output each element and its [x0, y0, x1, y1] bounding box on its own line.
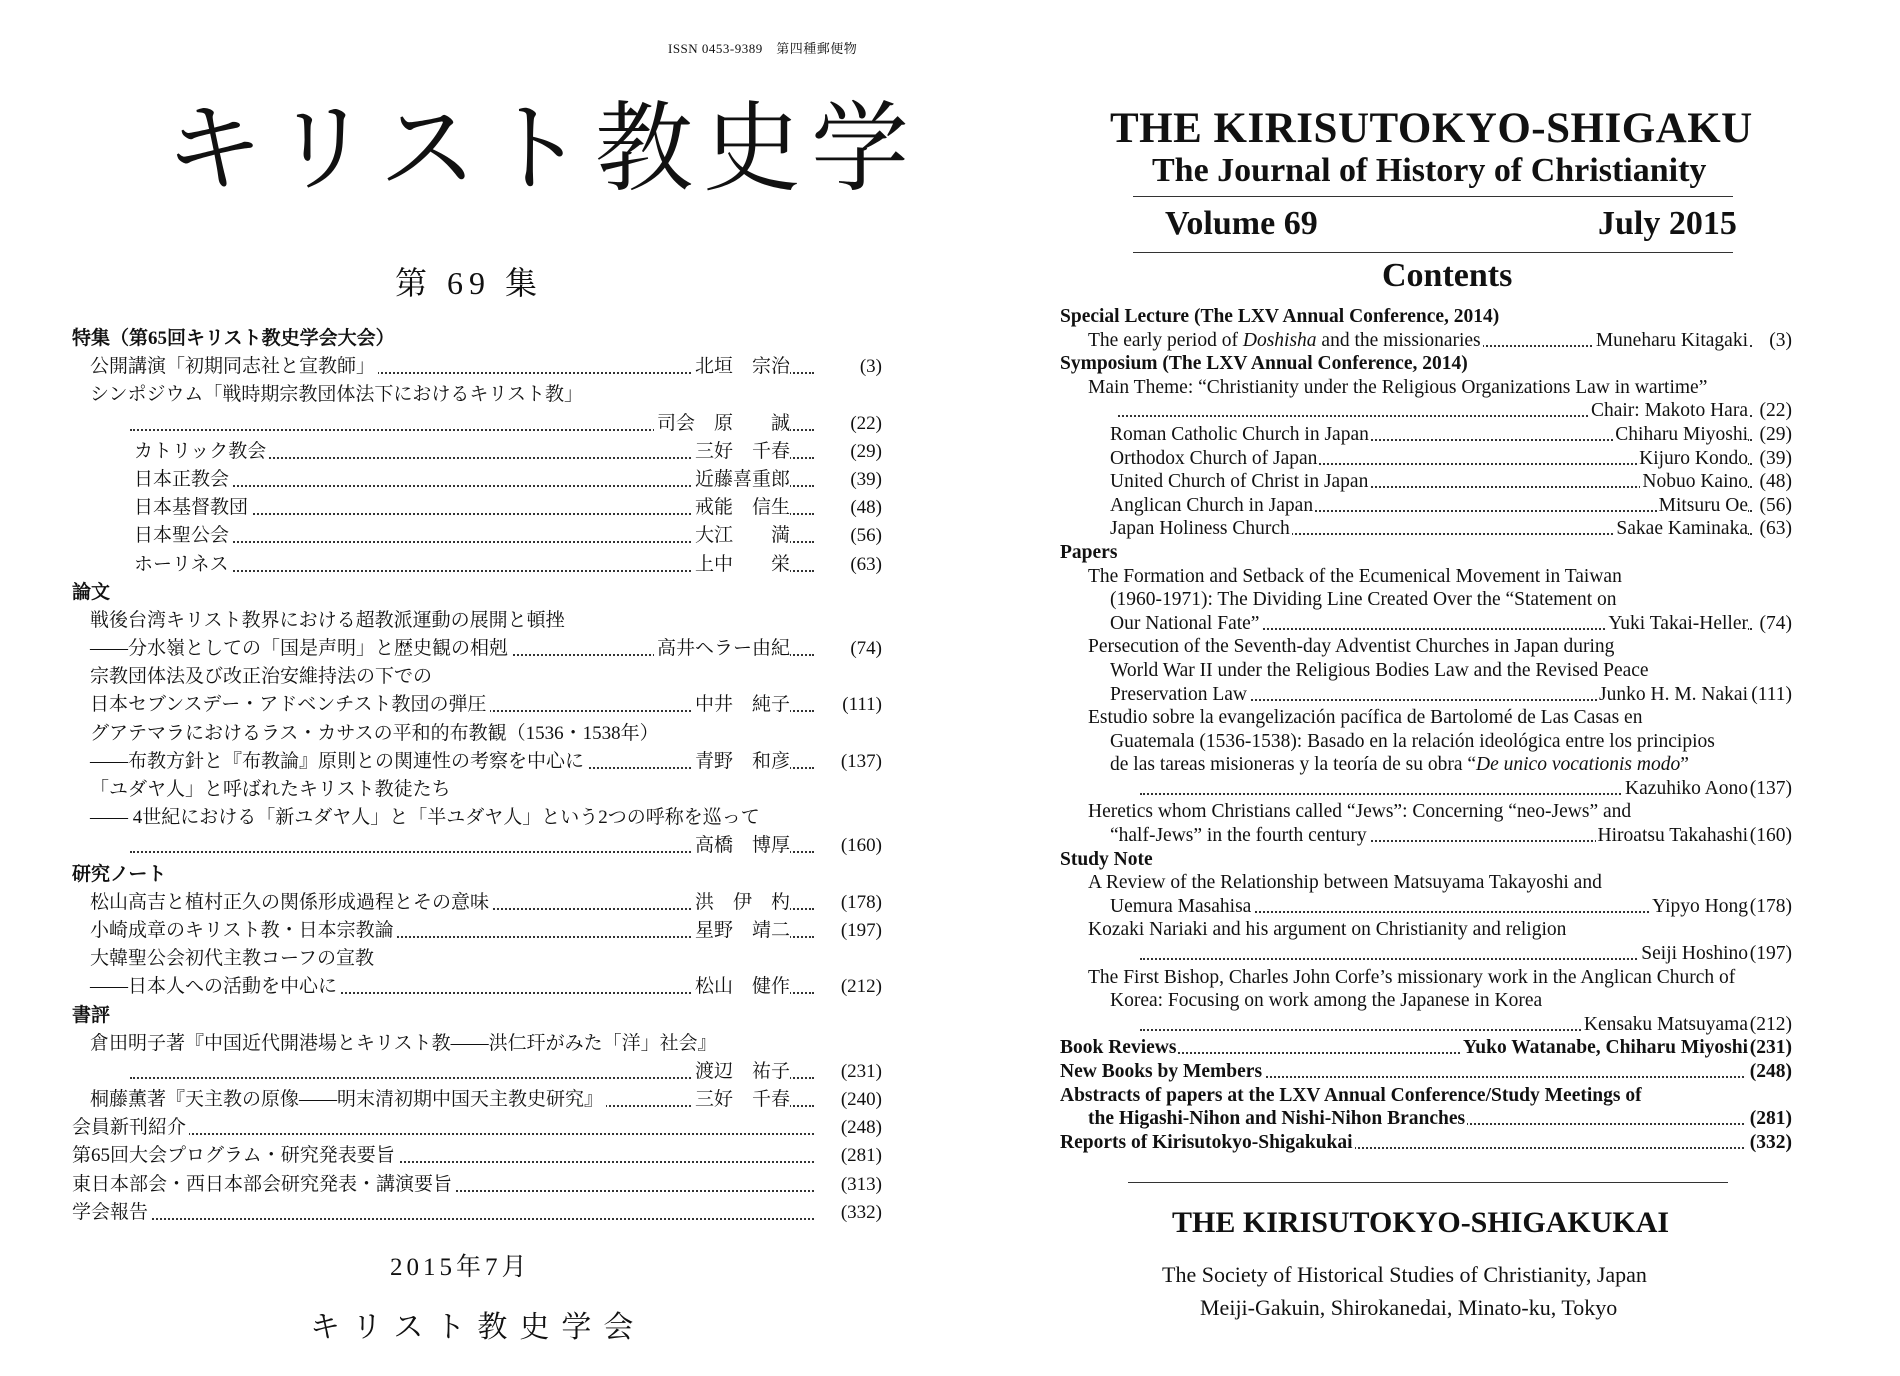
- toc-entry: [72, 1058, 882, 1086]
- toc-entry: [1060, 517, 1792, 541]
- toc-entry-page: (22): [850, 412, 882, 434]
- toc-entry-author: 高井ヘラー由紀: [654, 635, 790, 663]
- toc-entry: [1060, 376, 1792, 400]
- toc-entry-title: [1088, 329, 1483, 353]
- toc-entry-page: (3): [1765, 329, 1792, 353]
- toc-entry-title: 戦後台湾キリスト教界における超教派運動の展開と頓挫: [90, 607, 568, 635]
- toc-entry-page: (313): [840, 1173, 882, 1195]
- toc-entry-title: [1060, 848, 1155, 872]
- toc-entry: [1060, 706, 1792, 730]
- toc-entry-page: (29): [1756, 423, 1793, 447]
- toc-entry-page: (74): [1756, 612, 1793, 636]
- volume-number-english: Volume 69: [1165, 205, 1318, 242]
- toc-entry-title: 大韓聖公会初代主教コーフの宣教: [90, 945, 377, 973]
- toc-entry: [72, 381, 882, 409]
- toc-entry: [1060, 966, 1792, 990]
- toc-entry-title-text: World War II under the Religious Bodies Law and the Revised Peace: [1110, 659, 1649, 681]
- toc-section-heading: [1060, 305, 1792, 329]
- toc-entry: [1060, 824, 1792, 848]
- toc-entry-title: [1110, 612, 1261, 636]
- english-title-page: [950, 0, 1900, 1376]
- toc-entry: [72, 1171, 882, 1199]
- toc-entry-title: 「ユダヤ人」と呼ばれたキリスト教徒たち: [90, 776, 454, 804]
- toc-entry-page: (29): [850, 440, 882, 462]
- toc-entry: [72, 522, 882, 550]
- toc-section-heading: [1060, 848, 1792, 872]
- toc-entry-page: (160): [840, 835, 882, 857]
- toc-entry: [72, 804, 882, 832]
- toc-entry: [1060, 1013, 1792, 1037]
- toc-entry: [72, 1030, 882, 1058]
- toc-entry-author: Nobuo Kaino: [1642, 471, 1748, 493]
- toc-entry-author: 北垣 宗治: [692, 353, 790, 381]
- toc-entry-page: (111): [1747, 683, 1792, 707]
- toc-entry: [1060, 918, 1792, 942]
- toc-entry-title-text: The Formation and Setback of the Ecumenical Movement in Taiwan: [1088, 565, 1622, 587]
- toc-entry-author: 大江 満: [692, 522, 790, 550]
- toc-entry-title-text: Heretics whom Christians called “Jews”: Concerning “neo-Jews” and: [1088, 801, 1632, 823]
- toc-entry: [1060, 777, 1792, 801]
- toc-entry-page: (240): [840, 1089, 882, 1111]
- publication-date-english: July 2015: [1598, 205, 1737, 242]
- toc-section-heading: [1060, 1084, 1792, 1108]
- toc-entry-title: [1110, 989, 1544, 1013]
- toc-entry: [1060, 1107, 1792, 1131]
- toc-entry: [72, 917, 882, 945]
- toc-entry-author: 松山 健作: [692, 973, 790, 1001]
- toc-entry-page: (39): [1756, 447, 1793, 471]
- toc-entry-title: [1060, 305, 1501, 329]
- contents-heading: Contents: [1382, 257, 1513, 294]
- toc-entry-title: 特集（第65回キリスト教史学会大会）: [72, 325, 398, 353]
- toc-entry-title: [1088, 966, 1737, 990]
- toc-entry-title: ——分水嶺としての「国是声明」と歴史観の相剋: [90, 635, 511, 663]
- toc-entry-author: Kijuro Kondo: [1639, 447, 1748, 469]
- toc-entry-title-text: (1960-1971): The Dividing Line Created Over the “Statement on: [1110, 589, 1617, 611]
- toc-entry-author: Kensaku Matsuyama: [1583, 1013, 1748, 1035]
- toc-entry-title: [1110, 753, 1691, 777]
- toc-entry: [1060, 565, 1792, 589]
- toc-entry-title: 倉田明子著『中国近代開港場とキリスト教——洪仁玕がみた「洋」社会』: [90, 1030, 720, 1058]
- toc-entry-page: (231): [840, 1060, 882, 1082]
- toc-entry-page: (74): [850, 638, 882, 660]
- toc-entry-page: (281): [840, 1145, 882, 1167]
- toc-entry: [1060, 399, 1792, 423]
- toc-entry-author: Sakae Kaminaka: [1616, 518, 1748, 540]
- toc-entry-title-text: Book Reviews: [1060, 1037, 1177, 1059]
- toc-entry-author: Yipyo Hong: [1652, 895, 1748, 917]
- toc-entry: [72, 438, 882, 466]
- toc-entry-author: Kazuhiko Aono: [1625, 777, 1748, 799]
- toc-entry-page: (63): [1756, 517, 1793, 541]
- toc-entry-title-text: A Review of the Relationship between Matsuyama Takayoshi and: [1088, 872, 1602, 894]
- society-address: Meiji-Gakuin, Shirokanedai, Minato-ku, Tokyo: [1200, 1295, 1618, 1320]
- toc-entry-title-text: de las tareas misioneras y la teoría de su obra “: [1110, 754, 1477, 776]
- toc-entry: [72, 973, 882, 1001]
- toc-entry-title: 会員新刊紹介: [72, 1114, 189, 1142]
- toc-entry: [72, 832, 882, 860]
- toc-entry-title-text: The early period of: [1088, 329, 1243, 351]
- toc-entry-title-text: Main Theme: “Christianity under the Religious Organizations Law in wartime”: [1088, 376, 1708, 398]
- toc-entry: [1060, 1131, 1792, 1155]
- toc-entry-title-text: Study Note: [1060, 848, 1153, 870]
- toc-entry-page: (22): [1756, 399, 1793, 423]
- toc-entry-title: [1088, 1107, 1467, 1131]
- toc-entry-page: (63): [850, 553, 882, 575]
- toc-entry: [1060, 1036, 1792, 1060]
- toc-entry-title: [1088, 871, 1604, 895]
- toc-entry-title-text: Papers: [1060, 541, 1118, 563]
- toc-entry-author: 近藤喜重郎: [692, 466, 790, 494]
- toc-entry-author: 渡辺 祐子: [692, 1058, 790, 1086]
- toc-entry-title-text: United Church of Christ in Japan: [1110, 471, 1369, 493]
- toc-entry: [1060, 329, 1792, 353]
- toc-entry: [72, 663, 882, 691]
- toc-entry: [1060, 800, 1792, 824]
- toc-entry-author: Chair: Makoto Hara: [1590, 400, 1748, 422]
- toc-entry: [72, 410, 882, 438]
- toc-section-heading: [72, 325, 882, 353]
- toc-entry-title: 東日本部会・西日本部会研究発表・講演要旨: [72, 1171, 455, 1199]
- toc-entry-title: [1110, 470, 1370, 494]
- toc-entry-page: (39): [850, 468, 882, 490]
- society-full-name: The Society of Historical Studies of Christianity, Japan: [1162, 1262, 1647, 1287]
- toc-entry: [72, 1086, 882, 1114]
- toc-entry-title: 日本セブンスデー・アドベンチスト教団の弾圧: [90, 691, 490, 719]
- toc-entry-title: [1110, 824, 1369, 848]
- toc-entry: [1060, 1060, 1792, 1084]
- toc-entry-page: (212): [840, 976, 882, 998]
- toc-entry-author: Hiroatsu Takahashi: [1597, 825, 1748, 847]
- toc-entry: [1060, 588, 1792, 612]
- toc-entry-title: 桐藤薫著『天主教の原像——明末清初期中国天主教史研究』: [90, 1086, 606, 1114]
- toc-entry-title-text: ”: [1680, 754, 1689, 776]
- toc-entry: [1060, 423, 1792, 447]
- toc-entry-title: 公開講演「初期同志社と宣教師」: [90, 353, 378, 381]
- toc-entry-author: Yuki Takai-Heller: [1608, 612, 1748, 634]
- toc-entry: [72, 748, 882, 776]
- toc-entry-page: (332): [1746, 1131, 1792, 1155]
- toc-entry-title: 日本聖公会: [134, 522, 232, 550]
- toc-entry-title-text: The First Bishop, Charles John Corfe’s missionary work in the Anglican Church of: [1088, 966, 1736, 988]
- toc-entry: [72, 635, 882, 663]
- toc-entry-page: (212): [1746, 1013, 1792, 1037]
- toc-entry-title-text: Reports of Kirisutokyo-Shigakukai: [1060, 1131, 1353, 1153]
- toc-entry-author: 司会 原 誠: [654, 410, 790, 438]
- toc-entry-title: ——布教方針と『布教論』原則との関連性の考察を中心に: [90, 748, 587, 776]
- toc-section-heading: [72, 861, 882, 889]
- toc-entry-title-text: the Higashi-Nihon and Nishi-Nihon Branches: [1088, 1108, 1466, 1130]
- toc-entry: [72, 889, 882, 917]
- toc-entry: [1060, 942, 1792, 966]
- toc-entry-title-text: Persecution of the Seventh-day Adventist Churches in Japan during: [1088, 636, 1615, 658]
- toc-entry: [72, 776, 882, 804]
- divider: [1133, 196, 1733, 197]
- toc-entry-title-text: Symposium (The LXV Annual Conference, 2014): [1060, 353, 1468, 375]
- toc-entry: [72, 353, 882, 381]
- toc-entry-page: (56): [850, 525, 882, 547]
- toc-entry-title: [1088, 800, 1633, 824]
- toc-entry-author: 戒能 信生: [692, 494, 790, 522]
- toc-entry: [1060, 447, 1792, 471]
- toc-entry-page: (231): [1746, 1036, 1792, 1060]
- toc-entry-title: [1110, 494, 1315, 518]
- toc-section-heading: [1060, 541, 1792, 565]
- table-of-contents-japanese: [72, 325, 882, 1227]
- toc-entry: [1060, 494, 1792, 518]
- toc-entry-title: [1110, 659, 1651, 683]
- toc-entry: [72, 720, 882, 748]
- toc-entry: [72, 466, 882, 494]
- leader-dots: [112, 1218, 814, 1220]
- toc-entry-title: カトリック教会: [134, 438, 269, 466]
- toc-entry-page: (281): [1746, 1107, 1792, 1131]
- toc-entry-title-text: Japan Holiness Church: [1110, 518, 1290, 540]
- toc-entry-title: [1060, 541, 1119, 565]
- toc-entry: [72, 945, 882, 973]
- toc-entry-page: (197): [1746, 942, 1792, 966]
- toc-entry-author: 三好 千春: [692, 438, 790, 466]
- toc-entry-title-text: Preservation Law: [1110, 683, 1247, 705]
- toc-entry-author: 高橋 博厚: [692, 832, 790, 860]
- toc-entry: [72, 494, 882, 522]
- toc-entry-title-text: Korea: Focusing on work among the Japanese in Korea: [1110, 990, 1543, 1012]
- toc-entry: [72, 1114, 882, 1142]
- toc-entry: [72, 691, 882, 719]
- toc-entry: [1060, 871, 1792, 895]
- toc-entry-page: (48): [850, 497, 882, 519]
- toc-entry-title: [1110, 423, 1371, 447]
- toc-entry-title-text: Kozaki Nariaki and his argument on Christianity and religion: [1088, 919, 1567, 941]
- journal-subtitle: The Journal of History of Christianity: [1152, 152, 1707, 189]
- toc-section-heading: [72, 1002, 882, 1030]
- toc-entry-author: 星野 靖二: [692, 917, 790, 945]
- toc-entry: [1060, 635, 1792, 659]
- toc-entry: [72, 607, 882, 635]
- toc-entry-page: (111): [842, 694, 882, 716]
- volume-number-japanese: 第 69 集: [395, 265, 544, 301]
- toc-entry-title-text: Abstracts of papers at the LXV Annual Conference/Study Meetings of: [1060, 1084, 1642, 1106]
- toc-entry-page: (178): [840, 891, 882, 913]
- toc-entry-title-text: Our National Fate”: [1110, 612, 1260, 634]
- toc-entry: [72, 1199, 882, 1227]
- toc-entry-title: ホーリネス: [134, 551, 232, 579]
- toc-entry-title: [1110, 517, 1292, 541]
- toc-entry-page: (197): [840, 919, 882, 941]
- divider: [1128, 1182, 1728, 1183]
- toc-entry-title: 書評: [72, 1002, 113, 1030]
- journal-title-japanese: キリスト教史学: [165, 92, 920, 206]
- toc-entry-title-text: Anglican Church in Japan: [1110, 494, 1314, 516]
- toc-entry-title-text: and the missionaries: [1316, 329, 1481, 351]
- toc-entry-author: Mitsuru Oe: [1658, 494, 1748, 516]
- toc-section-heading: [1060, 352, 1792, 376]
- toc-entry-title: 学会報告: [72, 1199, 151, 1227]
- toc-entry-title: [1110, 588, 1619, 612]
- toc-entry-author: Seiji Hoshino: [1641, 943, 1748, 965]
- toc-entry-page: (332): [840, 1201, 882, 1223]
- toc-entry-author: Junko H. M. Nakai: [1599, 683, 1748, 705]
- toc-entry: [72, 1142, 882, 1170]
- toc-entry-title: 研究ノート: [72, 861, 169, 889]
- toc-entry: [1060, 989, 1792, 1013]
- toc-entry-author: Yuko Watanabe, Chiharu Miyoshi: [1462, 1037, 1748, 1059]
- toc-entry: [1060, 612, 1792, 636]
- toc-entry-title-text: New Books by Members: [1060, 1061, 1263, 1082]
- toc-entry-title: ——日本人への活動を中心に: [90, 973, 340, 1001]
- toc-entry-title: [1060, 1060, 1264, 1084]
- toc-entry-page: (160): [1746, 824, 1792, 848]
- toc-entry-page: (248): [1746, 1060, 1792, 1084]
- toc-entry: [72, 551, 882, 579]
- toc-entry-title-text: Roman Catholic Church in Japan: [1110, 423, 1369, 445]
- journal-title-english: THE KIRISUTOKYO-SHIGAKU: [1110, 105, 1753, 152]
- toc-entry-author: 中井 純子: [692, 691, 790, 719]
- publisher-japanese: キリスト教史学会: [310, 1311, 646, 1344]
- toc-entry-title: [1088, 706, 1644, 730]
- toc-entry-page: (3): [859, 356, 882, 378]
- toc-entry-title: [1060, 1036, 1178, 1060]
- toc-entry-title: [1088, 918, 1568, 942]
- toc-entry-author: Muneharu Kitagaki: [1595, 329, 1748, 351]
- toc-entry: [1060, 683, 1792, 707]
- toc-entry-page: (137): [840, 750, 882, 772]
- toc-entry-title: グアテマラにおけるラス・カサスの平和的布教観（1536・1538年）: [90, 720, 662, 748]
- toc-entry: [1060, 659, 1792, 683]
- toc-entry-author: 洪 伊 杓: [692, 889, 790, 917]
- toc-entry-title-text: Special Lecture (The LXV Annual Conference, 2014): [1060, 306, 1500, 327]
- toc-entry: [1060, 753, 1792, 777]
- society-name: THE KIRISUTOKYO-SHIGAKUKAI: [1172, 1206, 1670, 1239]
- toc-entry-title-text: “half-Jews” in the fourth century: [1110, 825, 1367, 847]
- toc-entry-title: 小崎成章のキリスト教・日本宗教論: [90, 917, 397, 945]
- toc-entry-title: [1110, 730, 1717, 754]
- toc-entry-author: Chiharu Miyoshi: [1615, 423, 1748, 445]
- issn-line: ISSN 0453-9389 第四種郵便物: [668, 41, 858, 56]
- toc-entry-title-italic: De unico vocationis modo: [1476, 754, 1681, 776]
- toc-entry-title: [1088, 635, 1616, 659]
- toc-entry-page: (137): [1746, 777, 1792, 801]
- toc-entry-title: 論文: [72, 579, 113, 607]
- toc-entry-title: [1060, 1084, 1644, 1108]
- toc-entry-title-italic: Doshisha: [1242, 329, 1317, 351]
- toc-section-heading: [72, 579, 882, 607]
- leader-dots: [112, 1133, 814, 1135]
- toc-entry-author: 三好 千春: [692, 1086, 790, 1114]
- toc-entry-title: 日本基督教団: [134, 494, 251, 522]
- toc-entry: [1060, 470, 1792, 494]
- toc-entry-title: [1060, 1131, 1355, 1155]
- toc-entry-title: [1088, 376, 1709, 400]
- table-of-contents-english: [1060, 305, 1792, 1154]
- toc-entry-title: [1060, 352, 1470, 376]
- toc-entry-author: 上中 栄: [692, 551, 790, 579]
- publication-date-japanese: 2015年7月: [390, 1254, 531, 1281]
- toc-entry-page: (178): [1746, 895, 1792, 919]
- toc-entry-title: 松山高吉と植村正久の関係形成過程とその意味: [90, 889, 492, 917]
- toc-entry-title-text: Orthodox Church of Japan: [1110, 447, 1318, 469]
- divider: [1133, 252, 1733, 253]
- toc-entry-title: シンポジウム「戦時期宗教団体法下におけるキリスト教」: [90, 381, 586, 409]
- toc-entry: [1060, 895, 1792, 919]
- toc-entry-title: 第65回大会プログラム・研究発表要旨: [72, 1142, 398, 1170]
- toc-entry-page: (248): [840, 1117, 882, 1139]
- toc-entry-title-text: Estudio sobre la evangelización pacífica de Bartolomé de Las Casas en: [1088, 707, 1643, 729]
- toc-entry-title: 宗教団体法及び改正治安維持法の下での: [90, 663, 435, 691]
- toc-entry-page: (56): [1756, 494, 1793, 518]
- toc-entry-title-text: Uemura Masahisa: [1110, 895, 1252, 917]
- toc-entry-title: [1110, 447, 1319, 471]
- toc-entry-title: —— 4世紀における「新ユダヤ人」と「半ユダヤ人」という2つの呼称を巡って: [90, 804, 763, 832]
- toc-entry-author: 青野 和彦: [692, 748, 790, 776]
- toc-entry-title: [1110, 895, 1253, 919]
- toc-entry-title-text: Guatemala (1536-1538): Basado en la relación ideológica entre los principios: [1110, 730, 1715, 752]
- toc-entry: [1060, 730, 1792, 754]
- toc-entry-title: [1110, 683, 1249, 707]
- toc-entry-page: (48): [1756, 470, 1793, 494]
- toc-entry-title: 日本正教会: [134, 466, 232, 494]
- toc-entry-title: [1088, 565, 1624, 589]
